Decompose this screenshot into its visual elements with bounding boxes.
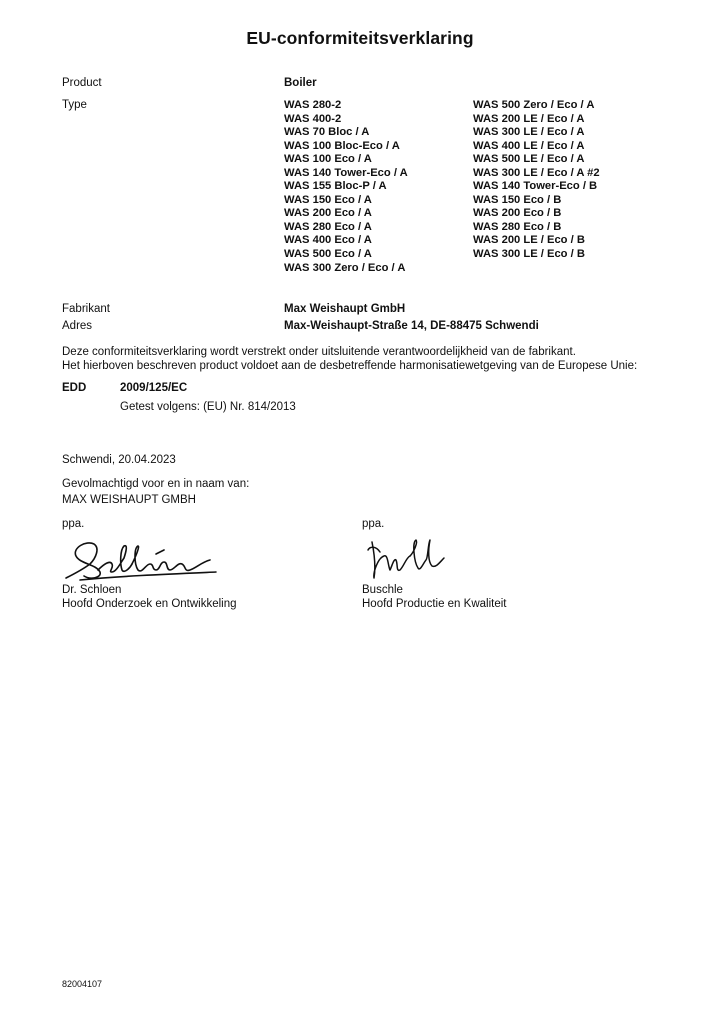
place-date: Schwendi, 20.04.2023 bbox=[62, 454, 176, 466]
manufacturer-value: Max Weishaupt GmbH bbox=[284, 303, 406, 315]
type-list-column-1 bbox=[284, 99, 408, 275]
directive-tested: Getest volgens: (EU) Nr. 814/2013 bbox=[120, 401, 296, 413]
address-label: Adres bbox=[62, 320, 93, 332]
statement-line-1: Deze conformiteitsverklaring wordt verstrekt onder uitsluitende verantwoordelijkheid van de fabrikant. bbox=[62, 346, 576, 358]
type-list-item: WAS 400 Eco / A bbox=[284, 234, 372, 247]
signature-buschle-icon bbox=[362, 532, 452, 584]
type-list-item: WAS 400-2 bbox=[284, 112, 342, 125]
manufacturer-label: Fabrikant bbox=[62, 303, 110, 315]
type-list-item: WAS 500 Zero / Eco / A bbox=[473, 99, 595, 111]
type-list-item: WAS 200 LE / Eco / B bbox=[473, 234, 585, 247]
statement-line-2: Het hierboven beschreven product voldoet aan de desbetreffende harmonisatiewetgeving van de Europese Unie: bbox=[62, 360, 638, 372]
signature-schloen-icon bbox=[60, 534, 220, 584]
type-list-item: WAS 140 Tower-Eco / A bbox=[284, 166, 408, 179]
type-list-item: WAS 200 Eco / B bbox=[473, 207, 562, 220]
signatory-2-ppa: ppa. bbox=[362, 518, 385, 530]
type-list-item: WAS 300 LE / Eco / A #2 bbox=[473, 166, 600, 179]
type-list-item: WAS 280 Eco / A bbox=[284, 220, 372, 233]
authorized-line-1: Gevolmachtigd voor en in naam van: bbox=[62, 478, 250, 490]
product-label: Product bbox=[62, 77, 102, 89]
signatory-1-name: Dr. Schloen bbox=[62, 584, 122, 596]
type-list-item: WAS 280-2 bbox=[284, 99, 342, 111]
product-value: Boiler bbox=[284, 77, 317, 89]
signatory-2-name: Buschle bbox=[362, 584, 403, 596]
type-list-item: WAS 500 LE / Eco / A bbox=[473, 153, 585, 166]
directive-number: 2009/125/EC bbox=[120, 382, 188, 394]
type-list-item: WAS 400 LE / Eco / A bbox=[473, 139, 585, 152]
type-list-item: WAS 200 LE / Eco / A bbox=[473, 112, 585, 125]
type-list-item: WAS 280 Eco / B bbox=[473, 220, 562, 233]
document-title: EU-conformiteitsverklaring bbox=[246, 28, 474, 48]
type-list-item: WAS 150 Eco / B bbox=[473, 193, 562, 206]
type-list-item: WAS 200 Eco / A bbox=[284, 207, 372, 220]
type-list-item: WAS 100 Eco / A bbox=[284, 153, 372, 166]
type-label: Type bbox=[62, 99, 87, 111]
address-value: Max-Weishaupt-Straße 14, DE-88475 Schwendi bbox=[284, 320, 539, 332]
signatory-1-role: Hoofd Onderzoek en Ontwikkeling bbox=[62, 598, 237, 610]
type-list-item: WAS 100 Bloc-Eco / A bbox=[284, 139, 400, 152]
type-list-item: WAS 155 Bloc-P / A bbox=[284, 180, 387, 193]
directive-code: EDD bbox=[62, 382, 87, 394]
type-list-item: WAS 140 Tower-Eco / B bbox=[473, 180, 598, 193]
document-number: 82004107 bbox=[62, 979, 103, 989]
authorized-line-2: MAX WEISHAUPT GMBH bbox=[62, 494, 196, 506]
type-list-item: WAS 70 Bloc / A bbox=[284, 126, 370, 139]
signatory-2-role: Hoofd Productie en Kwaliteit bbox=[362, 598, 507, 610]
type-list-item: WAS 150 Eco / A bbox=[284, 193, 372, 206]
signatory-1-ppa: ppa. bbox=[62, 518, 85, 530]
type-list-item: WAS 300 LE / Eco / B bbox=[473, 248, 585, 261]
type-list-column-2 bbox=[473, 99, 600, 262]
type-list-item: WAS 500 Eco / A bbox=[284, 248, 372, 261]
type-list-item: WAS 300 Zero / Eco / A bbox=[284, 261, 406, 274]
type-list-item: WAS 300 LE / Eco / A bbox=[473, 126, 585, 139]
